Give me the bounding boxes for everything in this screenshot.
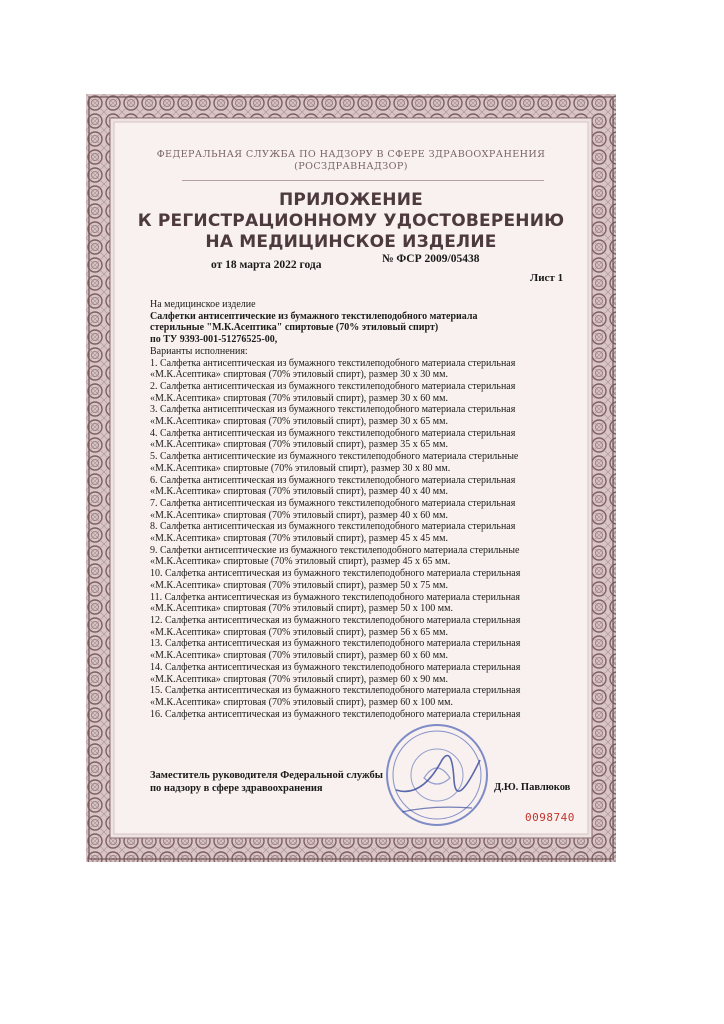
serial-number: 0098740 [525, 811, 575, 824]
title-line-3: НА МЕДИЦИНСКОЕ ИЗДЕЛИЕ [205, 232, 497, 252]
registration-number: № ФСР 2009/05438 [382, 253, 480, 265]
variant-line: «М.К.Асептика» спиртовые (70% этиловый спирт), размер 30 х 80 мм. [150, 462, 451, 474]
variant-line: 11. Салфетка антисептическая из бумажного текстилеподобного материала стерильная [150, 591, 520, 603]
variant-line: «М.К.Асептика» спиртовая (70% этиловый спирт), размер 50 х 75 мм. [150, 579, 448, 591]
variant-line: 13. Салфетка антисептическая из бумажного текстилеподобного материала стерильная [150, 638, 521, 650]
variant-line: «М.К.Асептика» спиртовая (70% этиловый спирт), размер 60 х 60 мм. [150, 650, 448, 662]
variant-line: «М.К.Асептика» спиртовая (70% этиловый спирт), размер 40 х 60 мм. [150, 509, 448, 521]
intro-text: На медицинское изделие [150, 299, 256, 310]
variants-list [150, 358, 570, 721]
variant-line: 8. Салфетка антисептическая из бумажного текстилеподобного материала стерильная [150, 521, 516, 533]
sheet-number: Лист 1 [530, 272, 564, 284]
variant-line: 15. Салфетка антисептическая из бумажного текстилеподобного материала стерильная [150, 685, 521, 697]
variant-line: «М.К.Асептика» спиртовая (70% этиловый спирт), размер 50 х 100 мм. [150, 603, 453, 615]
variant-line: 4. Салфетка антисептическая из бумажного текстилеподобного материала стерильная [150, 427, 516, 439]
variant-line: 14. Салфетка антисептическая из бумажного текстилеподобного материала стерильная [150, 661, 521, 673]
variant-line: 10. Салфетка антисептическая из бумажного текстилеподобного материала стерильная [150, 568, 521, 580]
variant-line: 2. Салфетка антисептическая из бумажного текстилеподобного материала стерильная [150, 380, 516, 392]
variant-line: 9. Салфетки антисептические из бумажного текстилеподобного материала стерильные [150, 544, 520, 556]
agency-name: ФЕДЕРАЛЬНАЯ СЛУЖБА ПО НАДЗОРУ В СФЕРЕ ЗДРАВООХРАНЕНИЯ [156, 149, 546, 160]
title-line-2: К РЕГИСТРАЦИОННОМУ УДОСТОВЕРЕНИЮ [137, 211, 565, 231]
signatory-position-line: по надзору в сфере здравоохранения [150, 783, 323, 794]
official-stamp-seal [382, 720, 492, 830]
signatory-name: Д.Ю. Павлюков [494, 782, 571, 793]
signatory-position-line: Заместитель руководителя Федеральной службы [150, 770, 383, 781]
variant-line: 6. Салфетка антисептическая из бумажного текстилеподобного материала стерильная [150, 474, 516, 486]
variant-line: «М.К.Асептика» спиртовая (70% этиловый спирт), размер 30 х 60 мм. [150, 392, 448, 404]
title-line-1: ПРИЛОЖЕНИЕ [279, 190, 423, 210]
header-divider [182, 180, 544, 181]
variant-line: «М.К.Асептика» спиртовая (70% этиловый спирт), размер 30 х 30 мм. [150, 369, 448, 381]
variant-line: «М.К.Асептика» спиртовая (70% этиловый спирт), размер 60 х 90 мм. [150, 673, 448, 685]
variant-line: 5. Салфетка антисептические из бумажного текстилеподобного материала стерильные [150, 451, 519, 463]
variant-line: 16. Салфетка антисептическая из бумажного текстилеподобного материала стерильная [150, 708, 521, 720]
variant-line: 7. Салфетка антисептическая из бумажного текстилеподобного материала стерильная [150, 497, 516, 509]
agency-abbreviation: (РОСЗДРАВНАДЗОР) [294, 161, 408, 172]
variant-line: «М.К.Асептика» спиртовая (70% этиловый спирт), размер 40 х 40 мм. [150, 486, 448, 498]
variant-line: «М.К.Асептика» спиртовые (70% этиловый спирт), размер 45 х 65 мм. [150, 556, 451, 568]
variant-line: «М.К.Асептика» спиртовая (70% этиловый спирт), размер 60 х 100 мм. [150, 696, 453, 708]
variant-line: 12. Салфетка антисептическая из бумажного текстилеподобного материала стерильная [150, 614, 521, 626]
variants-label: Варианты исполнения: [150, 345, 248, 357]
variant-line: 1. Салфетка антисептическая из бумажного текстилеподобного материала стерильная [150, 357, 516, 369]
certificate-sheet [86, 94, 616, 862]
issue-date: от 18 марта 2022 года [211, 259, 322, 271]
product-spec-line: по ТУ 9393-001-51276525-00, [150, 334, 278, 346]
variant-line: 3. Салфетка антисептическая из бумажного текстилеподобного материала стерильная [150, 404, 516, 416]
signatory-position [150, 769, 383, 795]
variant-line: «М.К.Асептика» спиртовая (70% этиловый спирт), размер 35 х 65 мм. [150, 439, 448, 451]
product-name-line: Салфетки антисептические из бумажного текстилеподобного материала [150, 310, 478, 322]
variant-line: «М.К.Асептика» спиртовая (70% этиловый спирт), размер 45 х 45 мм. [150, 533, 448, 545]
variant-line: «М.К.Асептика» спиртовая (70% этиловый спирт), размер 30 х 65 мм. [150, 416, 448, 428]
document-body [150, 299, 570, 720]
variant-line: «М.К.Асептика» спиртовая (70% этиловый спирт), размер 56 х 65 мм. [150, 626, 448, 638]
product-name-line: стерильные "М.К.Асептика" спиртовые (70% этиловый спирт) [150, 322, 439, 334]
